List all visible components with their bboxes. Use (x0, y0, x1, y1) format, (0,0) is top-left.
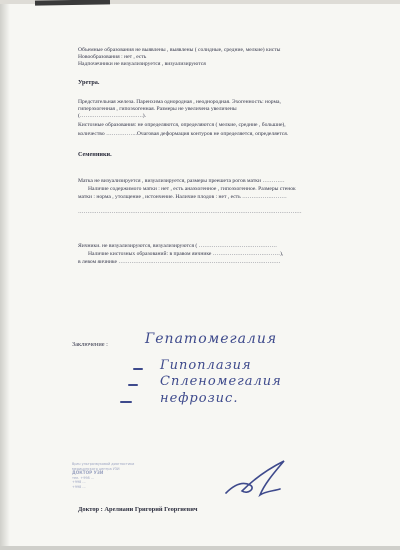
text-line-dots: ………………………………………………………………………………………………………… (78, 209, 302, 215)
text-line-cysts: Кистозные образования: не определяются, определяются ( мелкие, средние , большие), (78, 122, 286, 128)
handwritten-line-4: нефрозис. (160, 391, 239, 406)
text-line-prostate: Предстательная железа. Паренхима однородная , неоднородная. Эхогенность: норма, (78, 99, 281, 105)
handwritten-line-1: Гепатомегалия (145, 331, 278, 347)
signer-name: Доктор : Арелиани Григорий Георгиевич (78, 506, 198, 513)
conclusion-label: Заключение : (72, 341, 108, 348)
heading-urethra: Уретра. (78, 79, 100, 86)
text-line-ovaries: Яичники. не визуализируются, визуализируются ( …………………………………… (78, 243, 278, 249)
page-shadow (0, 0, 10, 550)
text-line-adrenals: Надпочечники не визуализируется , визуализируются (78, 61, 206, 67)
text-line-left-ovary: в левом яичнике …………………………………………………………………………… (78, 259, 281, 265)
text-line-kidney-masses: Объемные образования не выявлены , выявлены ( солидные, средние, мелкие) кисты (78, 47, 281, 53)
text-line-prostate-echo: гиперэхогенная , гипоэхогенная. Размеры не увеличена увеличены (78, 106, 237, 112)
text-line-uterus-content: Наличие содержимого матки : нет , есть анаэхогенное , гипоэхогенное. Размеры стенок (88, 186, 296, 192)
text-line-cyst-count: количество ……………..Очаговая деформация контуров не определяется, определяется. (78, 131, 289, 137)
heading-testes: Семенники. (78, 151, 112, 158)
text-line-uterus: Матка не визуализируется , визуализируется, размеры преешета рогов матки ………… (78, 178, 285, 184)
bottom-edge (0, 546, 400, 550)
handwritten-line-3: Спленомегалия (160, 374, 282, 389)
text-line-ovary-cysts: Наличие кистозных образований: в правом яичнике ………………………………), (88, 251, 284, 257)
text-line-prostate-size: (…………………………….). (78, 113, 147, 119)
handwritten-line-2: Гипоплазия (160, 358, 252, 373)
handwritten-dash-3 (128, 384, 138, 386)
text-line-neoplasms: Новообразования : нет , есть (78, 54, 147, 60)
handwritten-dash-2 (133, 368, 143, 370)
text-line-uterus-walls: матки : норма , утолщение , истончение. Наличие плодов : нет , есть …………………… (78, 194, 287, 200)
top-scan-mark (35, 0, 110, 6)
signature-image (220, 455, 300, 510)
handwritten-dash-4 (120, 401, 132, 403)
clinic-stamp: Врач ультразвуковой диагностики медицинского центра УЗИ ДОКТОР УЗИ тел. +998 ... +998 ... +998 ... (72, 462, 135, 489)
